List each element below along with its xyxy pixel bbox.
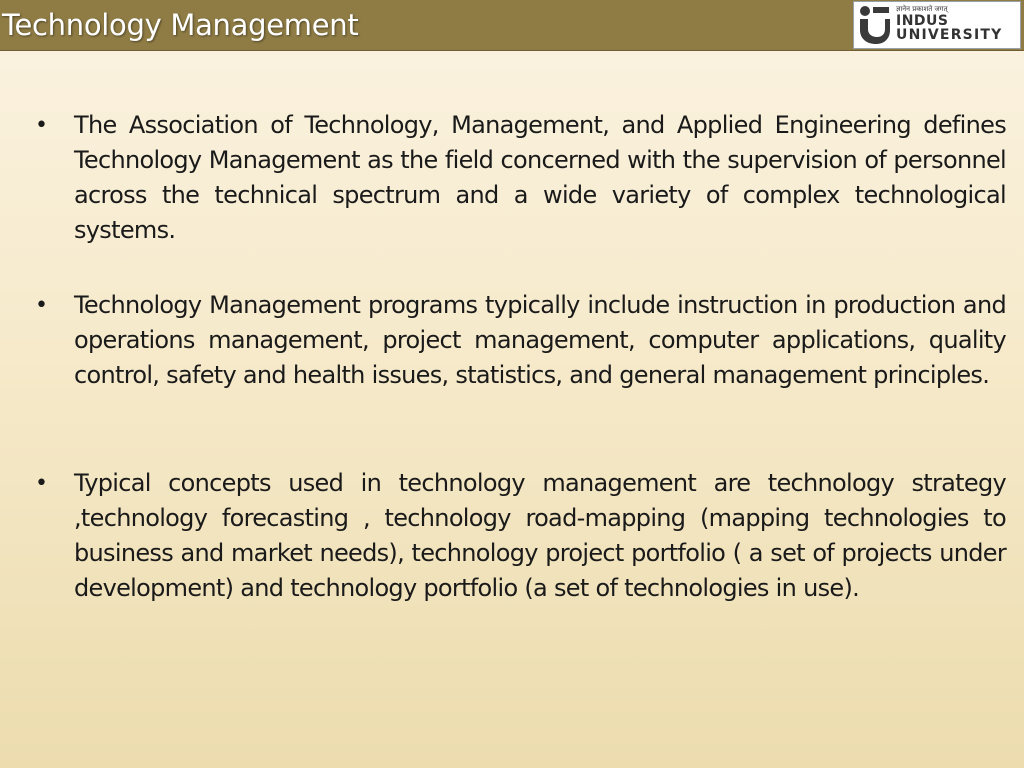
logo-name-line2: UNIVERSITY <box>896 27 1003 43</box>
logo-tagline: ज्ञानेन प्रकाशते जगत् <box>896 5 948 13</box>
bullet-marker: • <box>35 293 48 318</box>
slide-title: Technology Management <box>2 8 359 42</box>
bullet-item: Typical concepts used in technology management are technology strategy ,technology forecasting , technology road-mapping (mapping technologies to business and market needs), technology project portfolio ( a set of projects under development) and technology portfolio (a set of technologies in use). <box>74 469 1006 602</box>
bullet-item: Technology Management programs typically include instruction in production and operations management, project management, computer applications, quality control, safety and health issues, statistics, and general management principles. <box>74 291 1006 389</box>
bullet-item: The Association of Technology, Management, and Applied Engineering defines Technology Management as the field concerned with the supervision of personnel across the technical spectrum and a wide variety of complex technological systems. <box>74 111 1006 244</box>
bullet-marker: • <box>35 113 48 138</box>
logo-name-line1: INDUS <box>896 13 949 29</box>
bullet-marker: • <box>35 471 48 496</box>
